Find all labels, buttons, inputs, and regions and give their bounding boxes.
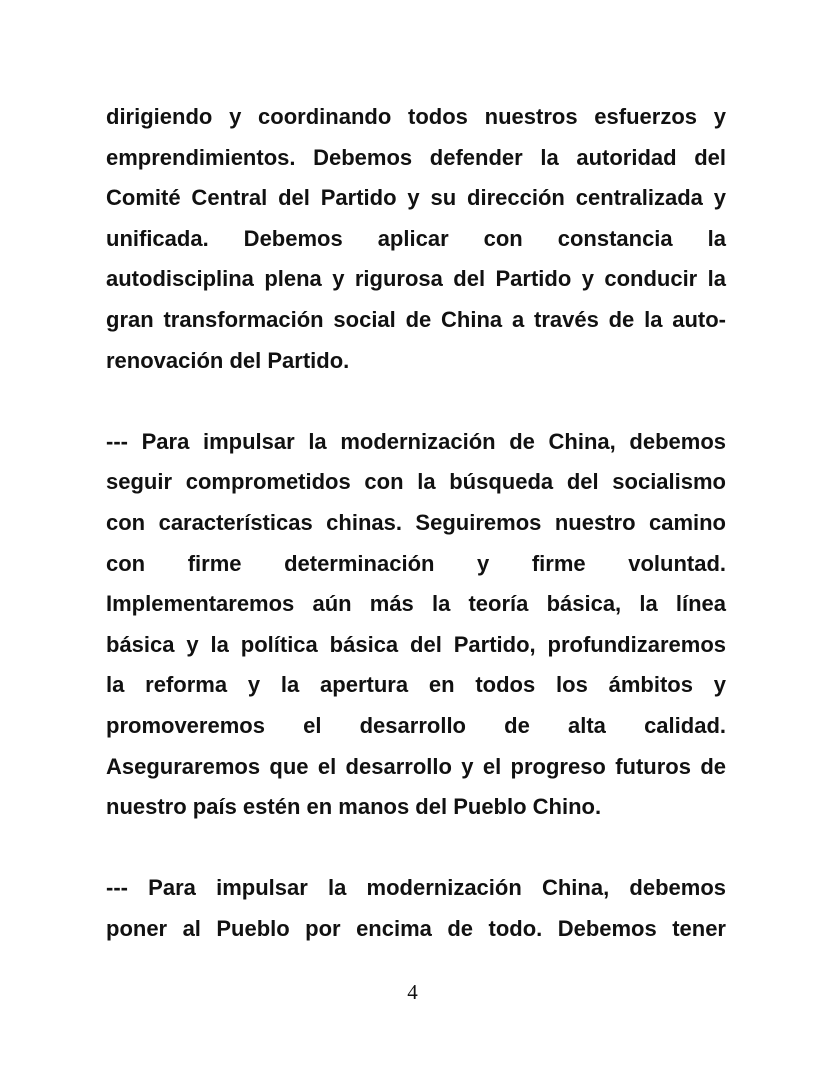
text-line: --- Para impulsar la modernización de China, debemos [106,428,726,454]
page-number: 4 [407,980,418,1004]
paragraph [106,422,726,828]
text-line: --- Para impulsar la modernización China, debemos [106,875,726,901]
text-line: emprendimientos. Debemos defender la autoridad del [106,144,726,170]
text-line: Aseguraremos que el desarrollo y el progreso futuros de [106,753,726,779]
text-line: dirigiendo y coordinando todos nuestros esfuerzos y [106,104,726,129]
text-line: seguir comprometidos con la búsqueda del socialismo [106,469,726,495]
text-line: con características chinas. Seguiremos nuestro camino [106,509,726,535]
paragraph [106,97,726,381]
text-line: unificada. Debemos aplicar con constancia la [106,225,726,251]
text-line: con firme determinación y firme voluntad. [106,550,726,576]
text-line: básica y la política básica del Partido, profundizaremos [106,631,726,657]
text-line: poner al Pueblo por encima de todo. Debemos tener [106,915,726,941]
text-line: Implementaremos aún más la teoría básica, la línea [106,591,726,617]
text-line: nuestro país estén en manos del Pueblo Chino. [106,794,602,820]
paragraph [106,868,726,949]
text-line: promoveremos el desarrollo de alta calidad. [106,712,726,738]
text-line: la reforma y la apertura en todos los ámbitos y [106,672,726,698]
text-line: gran transformación social de China a través de la auto- [106,306,726,332]
text-line: Comité Central del Partido y su dirección centralizada y [106,185,726,211]
text-line: autodisciplina plena y rigurosa del Partido y conducir la [106,266,726,292]
document-body [106,97,726,990]
text-line: renovación del Partido. [106,347,350,373]
